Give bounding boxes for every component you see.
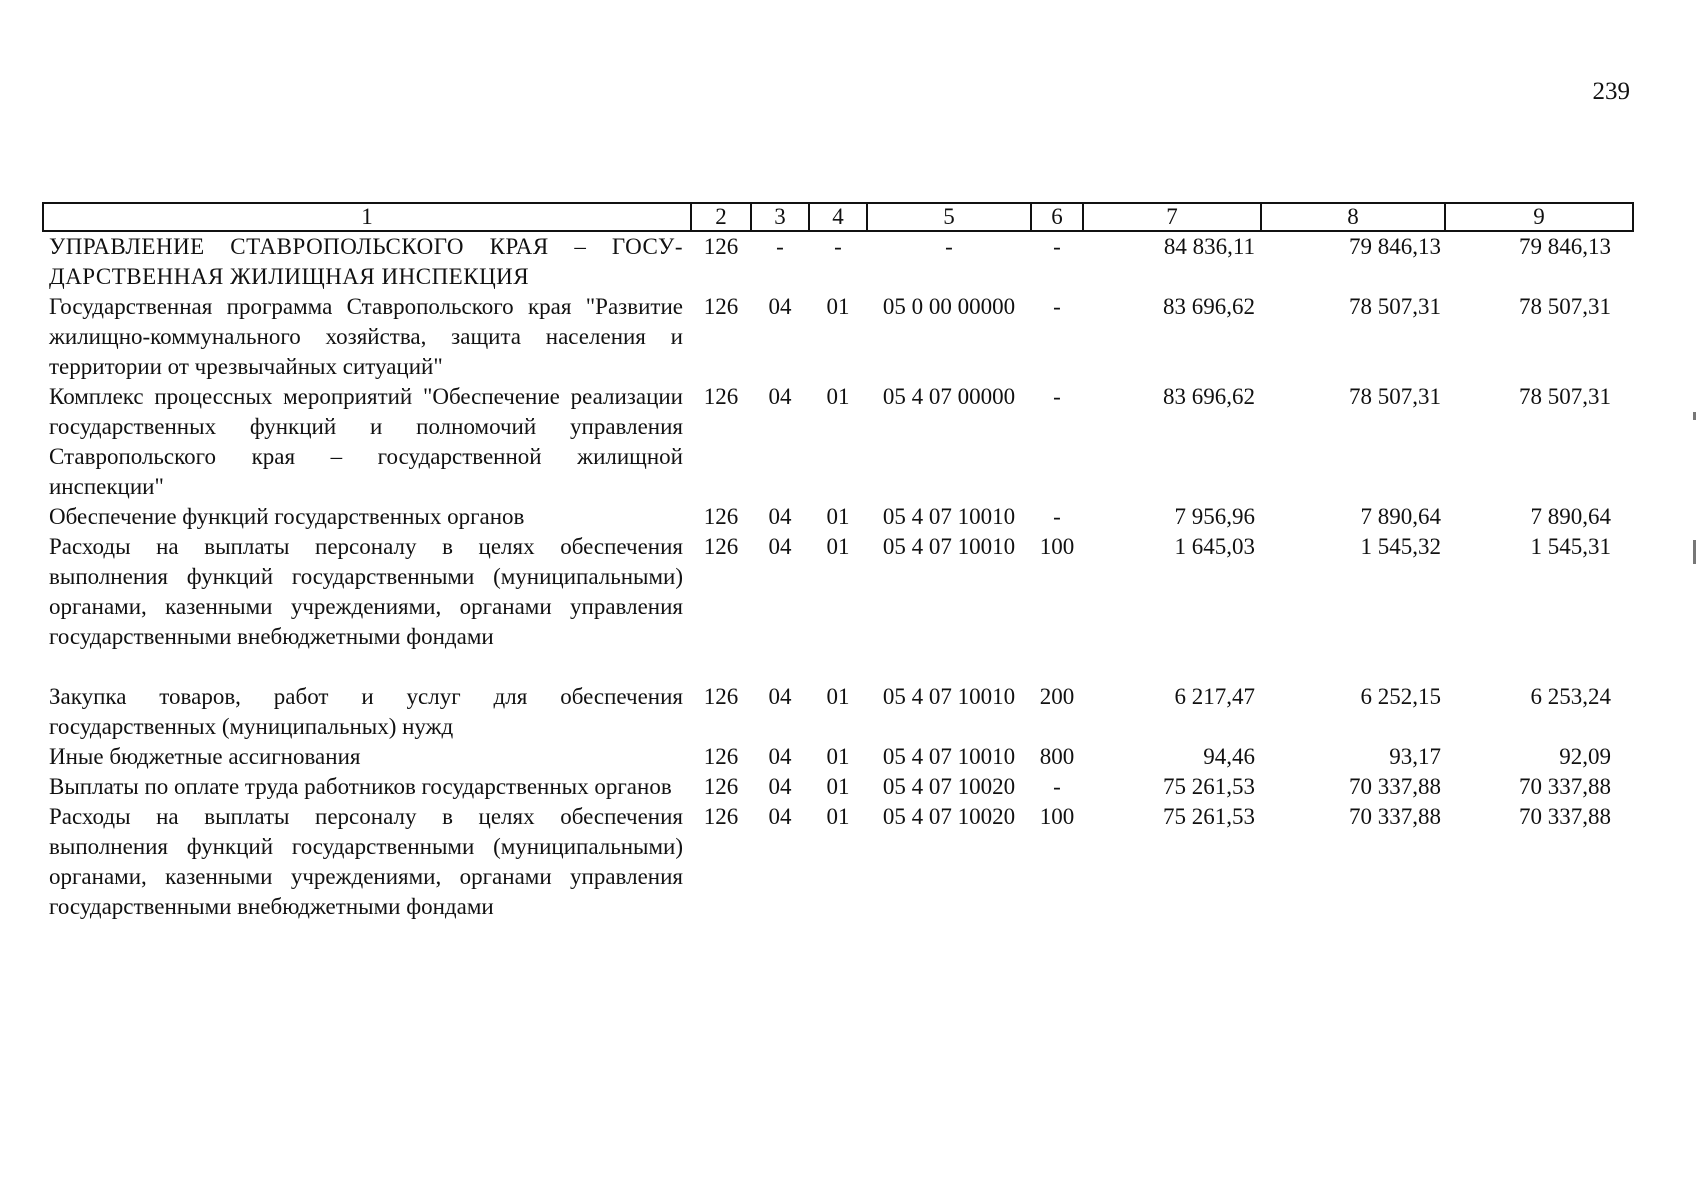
row-code-3: 04 (768, 684, 792, 709)
row-amount-9: 78 507,31 (1519, 384, 1611, 409)
row-code-6: - (1053, 384, 1061, 409)
row-amount-7: 75 261,53 (1163, 804, 1255, 829)
row-code-2: 126 (703, 804, 739, 829)
row-amount-7: 75 261,53 (1163, 774, 1255, 799)
row-code-3: 04 (768, 534, 792, 559)
row-amount-8: 93,17 (1389, 744, 1441, 769)
row-amount-9: 78 507,31 (1519, 294, 1611, 319)
table-body (43, 231, 1633, 922)
row-code-3: 04 (768, 774, 792, 799)
row-code-6: - (1053, 234, 1061, 259)
row-code-3: 04 (768, 744, 792, 769)
row-code-6: 200 (1039, 684, 1075, 709)
row-amount-8: 70 337,88 (1349, 774, 1441, 799)
row-code-3: 04 (768, 504, 792, 529)
row-code-6: - (1053, 294, 1061, 319)
row-code-2: 126 (703, 684, 739, 709)
header-cell-5: 5 (867, 203, 1031, 231)
row-amount-7: 83 696,62 (1163, 294, 1255, 319)
row-code-3: 04 (768, 294, 792, 319)
table-row (43, 502, 1633, 532)
row-code-2: 126 (703, 534, 739, 559)
row-code-5: 05 4 07 10020 (882, 804, 1016, 829)
row-code-4: 01 (826, 294, 850, 319)
row-code-2: 126 (703, 234, 739, 259)
row-amount-7: 1 645,03 (1174, 534, 1255, 559)
row-code-2: 126 (703, 504, 739, 529)
row-code-2: 126 (703, 294, 739, 319)
row-amount-8: 1 545,32 (1360, 534, 1441, 559)
header-cell-3: 3 (751, 203, 809, 231)
header-cell-9: 9 (1445, 203, 1633, 231)
row-amount-8: 78 507,31 (1349, 294, 1441, 319)
header-row (43, 203, 1633, 231)
row-code-2: 126 (703, 744, 739, 769)
row-code-5: 05 4 07 10010 (882, 684, 1016, 709)
row-code-3: - (776, 234, 784, 259)
row-code-4: 01 (826, 774, 850, 799)
row-amount-8: 6 252,15 (1360, 684, 1441, 709)
row-description: Закупка товаров, работ и услуг для обеспечения государственных (муниципальных) нужд (49, 684, 683, 739)
row-code-6: - (1053, 774, 1061, 799)
header-cell-6: 6 (1031, 203, 1083, 231)
row-code-4: 01 (826, 684, 850, 709)
table-row (43, 742, 1633, 772)
row-description: Обеспечение функций государственных органов (49, 504, 525, 529)
row-code-5: 05 4 07 10010 (882, 744, 1016, 769)
row-amount-9: 70 337,88 (1519, 804, 1611, 829)
row-code-5: - (945, 234, 953, 259)
row-description: Комплекс процессных мероприятий "Обеспечение реализации государственных функций и полномочий управления Ставропольского края – государственной жилищной инспекции" (49, 384, 683, 499)
row-amount-9: 79 846,13 (1519, 234, 1611, 259)
row-code-2: 126 (703, 384, 739, 409)
table-row (43, 772, 1633, 802)
table-row (43, 292, 1633, 382)
table-row (43, 231, 1633, 292)
row-code-5: 05 4 07 10020 (882, 774, 1016, 799)
budget-table (42, 202, 1634, 922)
row-amount-8: 78 507,31 (1349, 384, 1441, 409)
row-description: Выплаты по оплате труда работников государственных органов (49, 774, 672, 799)
row-amount-9: 6 253,24 (1530, 684, 1611, 709)
row-code-6: 100 (1039, 534, 1075, 559)
row-code-6: 100 (1039, 804, 1075, 829)
page-number: 239 (1592, 78, 1630, 105)
row-code-2: 126 (703, 774, 739, 799)
table-row (43, 382, 1633, 502)
row-amount-8: 7 890,64 (1360, 504, 1441, 529)
table-row (43, 532, 1633, 682)
row-code-5: 05 4 07 10010 (882, 504, 1016, 529)
row-description: Расходы на выплаты персоналу в целях обеспечения выполнения функций государственными (муниципальными) органами, казенными учреждениями, органами управления государственными внебюджетными фондами (49, 534, 683, 649)
row-amount-9: 1 545,31 (1530, 534, 1611, 559)
row-code-5: 05 0 00 00000 (882, 294, 1016, 319)
header-cell-2: 2 (691, 203, 751, 231)
row-code-6: - (1053, 504, 1061, 529)
header-cell-1: 1 (43, 203, 691, 231)
row-amount-8: 70 337,88 (1349, 804, 1441, 829)
row-code-5: 05 4 07 10010 (882, 534, 1016, 559)
row-description: Государственная программа Ставропольского края "Развитие жилищно-коммунального хозяйства, защита населения и территории от чрезвычайных ситуаций" (49, 294, 683, 379)
table-row (43, 802, 1633, 922)
row-amount-9: 92,09 (1559, 744, 1611, 769)
row-amount-9: 7 890,64 (1530, 504, 1611, 529)
budget-table-container (42, 202, 1632, 922)
row-code-4: 01 (826, 804, 850, 829)
header-cell-4: 4 (809, 203, 867, 231)
row-amount-8: 79 846,13 (1349, 234, 1441, 259)
row-code-4: 01 (826, 534, 850, 559)
row-code-4: 01 (826, 384, 850, 409)
row-description: УПРАВЛЕНИЕ СТАВРОПОЛЬСКОГО КРАЯ – ГОСУ- ДАРСТВЕННАЯ ЖИЛИЩНАЯ ИНСПЕКЦИЯ (49, 234, 683, 289)
header-cell-7: 7 (1083, 203, 1261, 231)
row-amount-7: 83 696,62 (1163, 384, 1255, 409)
row-amount-7: 84 836,11 (1163, 234, 1255, 259)
header-cell-8: 8 (1261, 203, 1445, 231)
row-code-3: 04 (768, 384, 792, 409)
row-amount-7: 94,46 (1203, 744, 1255, 769)
row-amount-7: 6 217,47 (1174, 684, 1255, 709)
row-code-3: 04 (768, 804, 792, 829)
row-amount-9: 70 337,88 (1519, 774, 1611, 799)
row-amount-7: 7 956,96 (1174, 504, 1255, 529)
row-description: Расходы на выплаты персоналу в целях обеспечения выполнения функций государственными (муниципальными) органами, казенными учреждениями, органами управления государственными внебюджетными фондами (49, 804, 683, 919)
table-header (43, 203, 1633, 231)
row-description: Иные бюджетные ассигнования (49, 744, 361, 769)
table-row (43, 682, 1633, 742)
row-code-5: 05 4 07 00000 (882, 384, 1016, 409)
row-code-4: - (834, 234, 842, 259)
row-code-6: 800 (1039, 744, 1075, 769)
row-code-4: 01 (826, 744, 850, 769)
row-code-4: 01 (826, 504, 850, 529)
